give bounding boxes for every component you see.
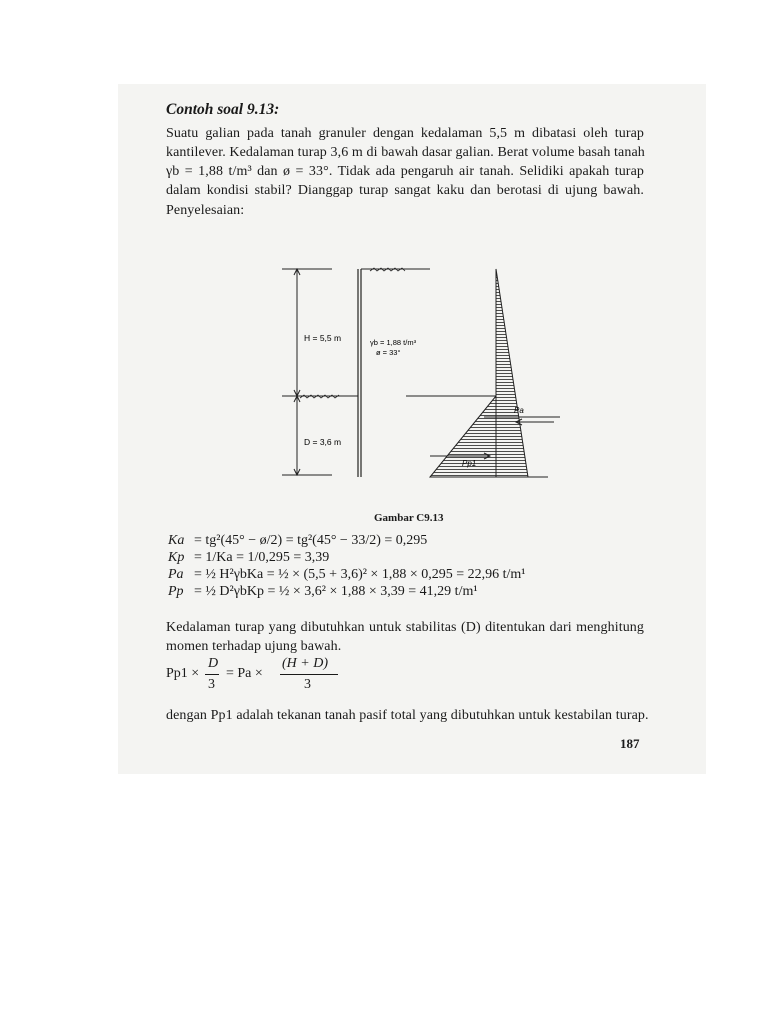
equation-lhs: Pa xyxy=(168,567,184,582)
label-d: D = 3,6 m xyxy=(304,437,342,447)
figure-caption: Gambar C9.13 xyxy=(374,512,444,524)
equation-pa xyxy=(168,567,525,583)
equation-pp xyxy=(168,584,478,600)
fraction-bar xyxy=(280,674,338,675)
problem-line: Suatu galian pada tanah granuler dengan kedalaman 5,5 m dibatasi oleh turap xyxy=(166,126,644,141)
active-pressure-diagram xyxy=(496,269,528,477)
label-pp1: Pp1 xyxy=(462,459,477,468)
paragraph-line: Kedalaman turap yang dibutuhkan untuk stabilitas (D) ditentukan dari menghitung xyxy=(166,620,644,635)
page-number: 187 xyxy=(620,736,640,751)
example-heading: Contoh soal 9.13: xyxy=(166,101,280,118)
equation-ka xyxy=(168,533,427,549)
sheet-pile-wall xyxy=(358,269,361,477)
problem-line: kantilever. Kedalaman turap 3,6 m di bawah dasar galian. Berat volume basah tanah xyxy=(166,145,645,160)
formula-den-3b: 3 xyxy=(304,677,311,692)
problem-line: γb = 1,88 t/m³ dan ø = 33°. Tidak ada pengaruh air tanah. Selidiki apakah turap xyxy=(166,164,644,179)
formula-num-d: D xyxy=(208,656,219,671)
equation-rhs: = tg²(45° − ø/2) = tg²(45° − 33/2) = 0,295 xyxy=(194,533,428,548)
paragraph-line: momen terhadap ujung bawah. xyxy=(166,639,342,654)
formula-den-3: 3 xyxy=(208,677,215,692)
problem-statement xyxy=(166,124,644,200)
label-phi: ø = 33° xyxy=(376,348,401,357)
equation-kp xyxy=(168,550,329,566)
problem-line: dalam kondisi stabil? Dianggap turap sangat kaku dan berotasi di ujung bawah. xyxy=(166,183,644,198)
equation-lhs: Pp xyxy=(168,584,184,599)
formula-mid: = Pa × xyxy=(226,666,263,681)
equation-rhs: = ½ H²γbKa = ½ × (5,5 + 3,6)² × 1,88 × 0,295 = 22,96 t/m¹ xyxy=(194,567,526,582)
fraction-bar xyxy=(205,674,219,675)
label-pa: Pa xyxy=(514,406,524,415)
equation-lhs: Kp xyxy=(168,550,185,565)
sheet-pile-diagram xyxy=(270,255,570,490)
pa-arrow xyxy=(516,419,554,425)
equation-rhs: = 1/Ka = 1/0,295 = 3,39 xyxy=(194,550,330,565)
label-h: H = 5,5 m xyxy=(304,333,342,343)
equation-lhs: Ka xyxy=(168,533,185,548)
label-gamma: γb = 1,88 t/m³ xyxy=(370,338,417,347)
closing-paragraph: dengan Pp1 adalah tekanan tanah pasif total yang dibutuhkan untuk kestabilan turap. xyxy=(166,708,649,723)
solution-label: Penyelesaian: xyxy=(166,203,245,218)
equation-rhs: = ½ D²γbKp = ½ × 3,6² × 1,88 × 3,39 = 41,29 t/m¹ xyxy=(194,584,478,599)
moment-paragraph xyxy=(166,618,644,656)
formula-lhs: Pp1 × xyxy=(166,666,200,681)
formula-num-hd: (H + D) xyxy=(282,656,328,671)
